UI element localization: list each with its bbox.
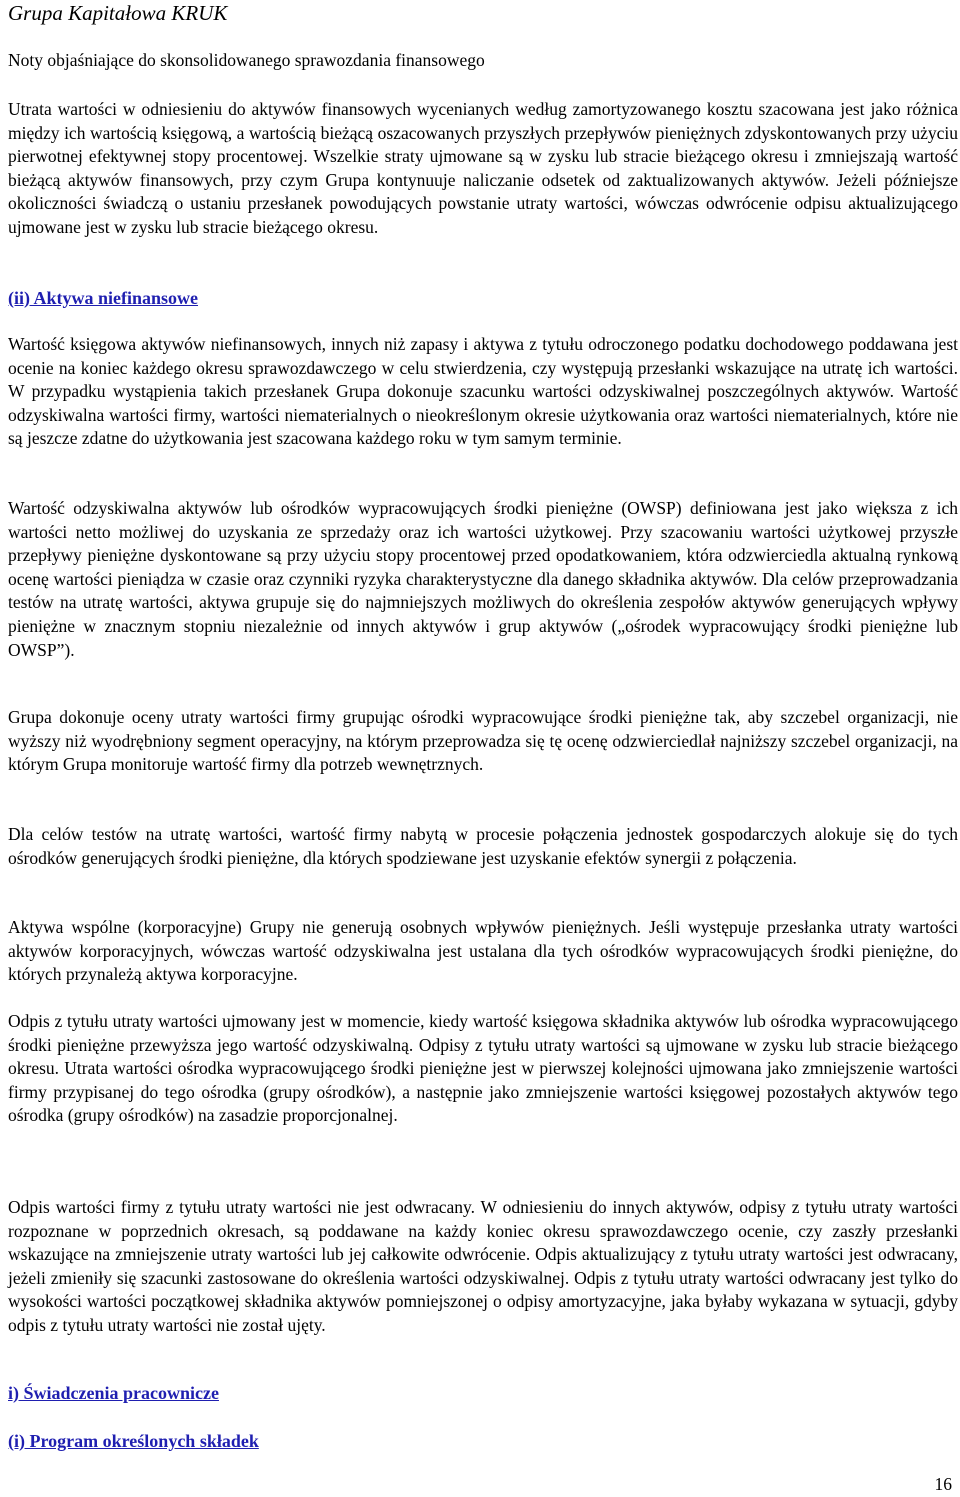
paragraph-goodwill-allocation: Dla celów testów na utratę wartości, wartość firmy nabytą w procesie połączenia jednostek gospodarczych alokuje się do tych ośrodków generujących środki pieniężne, dla których spodziewane jest uzyskanie efektów synergii z połączenia.	[8, 824, 958, 868]
paragraph-goodwill-testing: Grupa dokonuje oceny utraty wartości firmy grupując ośrodki wypracowujące środki pieniężne tak, aby szczebel organizacji, nie wyższy niż wyodrębniony segment operacyjny, na którym przeprowadza się tę ocenę odzwierciedlał najniższy szczebel organizacji, na którym Grupa monitoruje wartość firmy dla potrzeb wewnętrznych.	[8, 707, 958, 775]
page-number: 16	[934, 1474, 952, 1494]
heading-nonfinancial-assets: (ii) Aktywa niefinansowe	[8, 288, 199, 308]
company-name: Grupa Kapitałowa KRUK	[8, 1, 228, 25]
paragraph-corporate-assets: Aktywa wspólne (korporacyjne) Grupy nie generują osobnych wpływów pieniężnych. Jeśli występuje przesłanka utraty wartości aktywów korporacyjnych, wówczas wartość odzyskiwalna jest ustalana dla tych ośrodków wypracowujących środki pieniężne, do których przynależą aktywa korporacyjne.	[8, 917, 958, 985]
paragraph-reversal: Odpis wartości firmy z tytułu utraty wartości nie jest odwracany. W odniesieniu do innych aktywów, odpisy z tytułu utraty wartości rozpoznane w poprzednich okresach, są poddawane na każdy koniec okresu sprawozdawczego ocenie, czy zaszły przesłanki wskazujące na zmniejszenie utraty wartości lub jej całkowite odwrócenie. Odpis aktualizujący z tytułu utraty wartości jest odwracany, jeżeli zmieniły się szacunki zastosowane do określenia wartości odzyskiwalnej. Odpis z tytułu utraty wartości odwracany jest tylko do wysokości wartości początkowej składnika aktywów pomniejszonej o odpisy amortyzacyjne, jaka byłaby wykazana w sytuacji, gdyby odpis z tytułu utraty wartości nie został ujęty.	[8, 1197, 958, 1335]
heading-employee-benefits: i) Świadczenia pracownicze	[8, 1383, 219, 1403]
paragraph-recoverable-amount: Wartość odzyskiwalna aktywów lub ośrodków wypracowujących środki pieniężne (OWSP) definiowana jest jako większa z ich wartości netto możliwej do uzyskania ze sprzedaży oraz ich wartości użytkowej. Przy szacowaniu wartości użytkowej przyszłe przepływy pieniężne dyskontowane są przy użyciu stopy procentowej przed opodatkowaniem, która odzwierciedla aktualną rynkową ocenę wartości pieniądza w czasie oraz czynniki ryzyka charakterystyczne dla danego składnika aktywów. Dla celów przeprowadzania testów na utratę wartości, aktywa grupuje się do najmniejszych możliwych do określenia zespołów aktywów generujących wpływy pieniężne w znacznym stopniu niezależnie od innych aktywów i grup aktywów („ośrodek wypracowujący środki pieniężne lub OWSP”).	[8, 498, 958, 660]
paragraph-impairment-financial-assets: Utrata wartości w odniesieniu do aktywów finansowych wycenianych według zamortyzowanego kosztu szacowana jest jako różnica między ich wartością księgową, a wartością bieżącą oszacowanych przyszłych przepływów pieniężnych zdyskontowanych przy użyciu pierwotnej efektywnej stopy procentowej. Wszelkie straty ujmowane są w zysku lub stracie bieżącego okresu i zmniejszają wartość bieżącą aktywów finansowych, przy czym Grupa kontynuuje naliczanie odsetek od zaktualizowanych aktywów. Jeżeli późniejsze okoliczności świadczą o ustaniu przesłanek powodujących powstanie utraty wartości, wówczas odwrócenie odpisu aktualizującego ujmowane jest w zysku lub stracie bieżącego okresu.	[8, 99, 958, 237]
document-subtitle: Noty objaśniające do skonsolidowanego sprawozdania finansowego	[8, 50, 485, 70]
paragraph-carrying-amount: Wartość księgowa aktywów niefinansowych, innych niż zapasy i aktywa z tytułu odroczonego podatku dochodowego poddawana jest ocenie na koniec każdego okresu sprawozdawczego w celu stwierdzenia, czy występują przesłanki wskazujące na utratę ich wartości. W przypadku wystąpienia takich przesłanek Grupa dokonuje szacunku wartości odzyskiwalnej poszczególnych aktywów. Wartość odzyskiwalna wartości firmy, wartości niematerialnych o nieokreślonym okresie użytkowania oraz wartości niematerialnych, które nie są jeszcze zdatne do użytkowania jest szacowana każdego roku w tym samym terminie.	[8, 334, 958, 449]
heading-defined-contribution: (i) Program określonych składek	[8, 1431, 259, 1451]
paragraph-impairment-loss: Odpis z tytułu utraty wartości ujmowany jest w momencie, kiedy wartość księgowa składnika aktywów lub ośrodka wypracowującego środki pieniężne przewyższa jego wartość odzyskiwalną. Odpisy z tytułu utraty wartości są ujmowane w zysku lub stracie bieżącego okresu. Utrata wartości ośrodka wypracowującego środki pieniężne jest w pierwszej kolejności ujmowana jako zmniejszenie wartości firmy przypisanej do tego ośrodka (grupy ośrodków), a następnie jako zmniejszenie wartości księgowej pozostałych aktywów tego ośrodka (grupy ośrodków) na zasadzie proporcjonalnej.	[8, 1011, 958, 1126]
